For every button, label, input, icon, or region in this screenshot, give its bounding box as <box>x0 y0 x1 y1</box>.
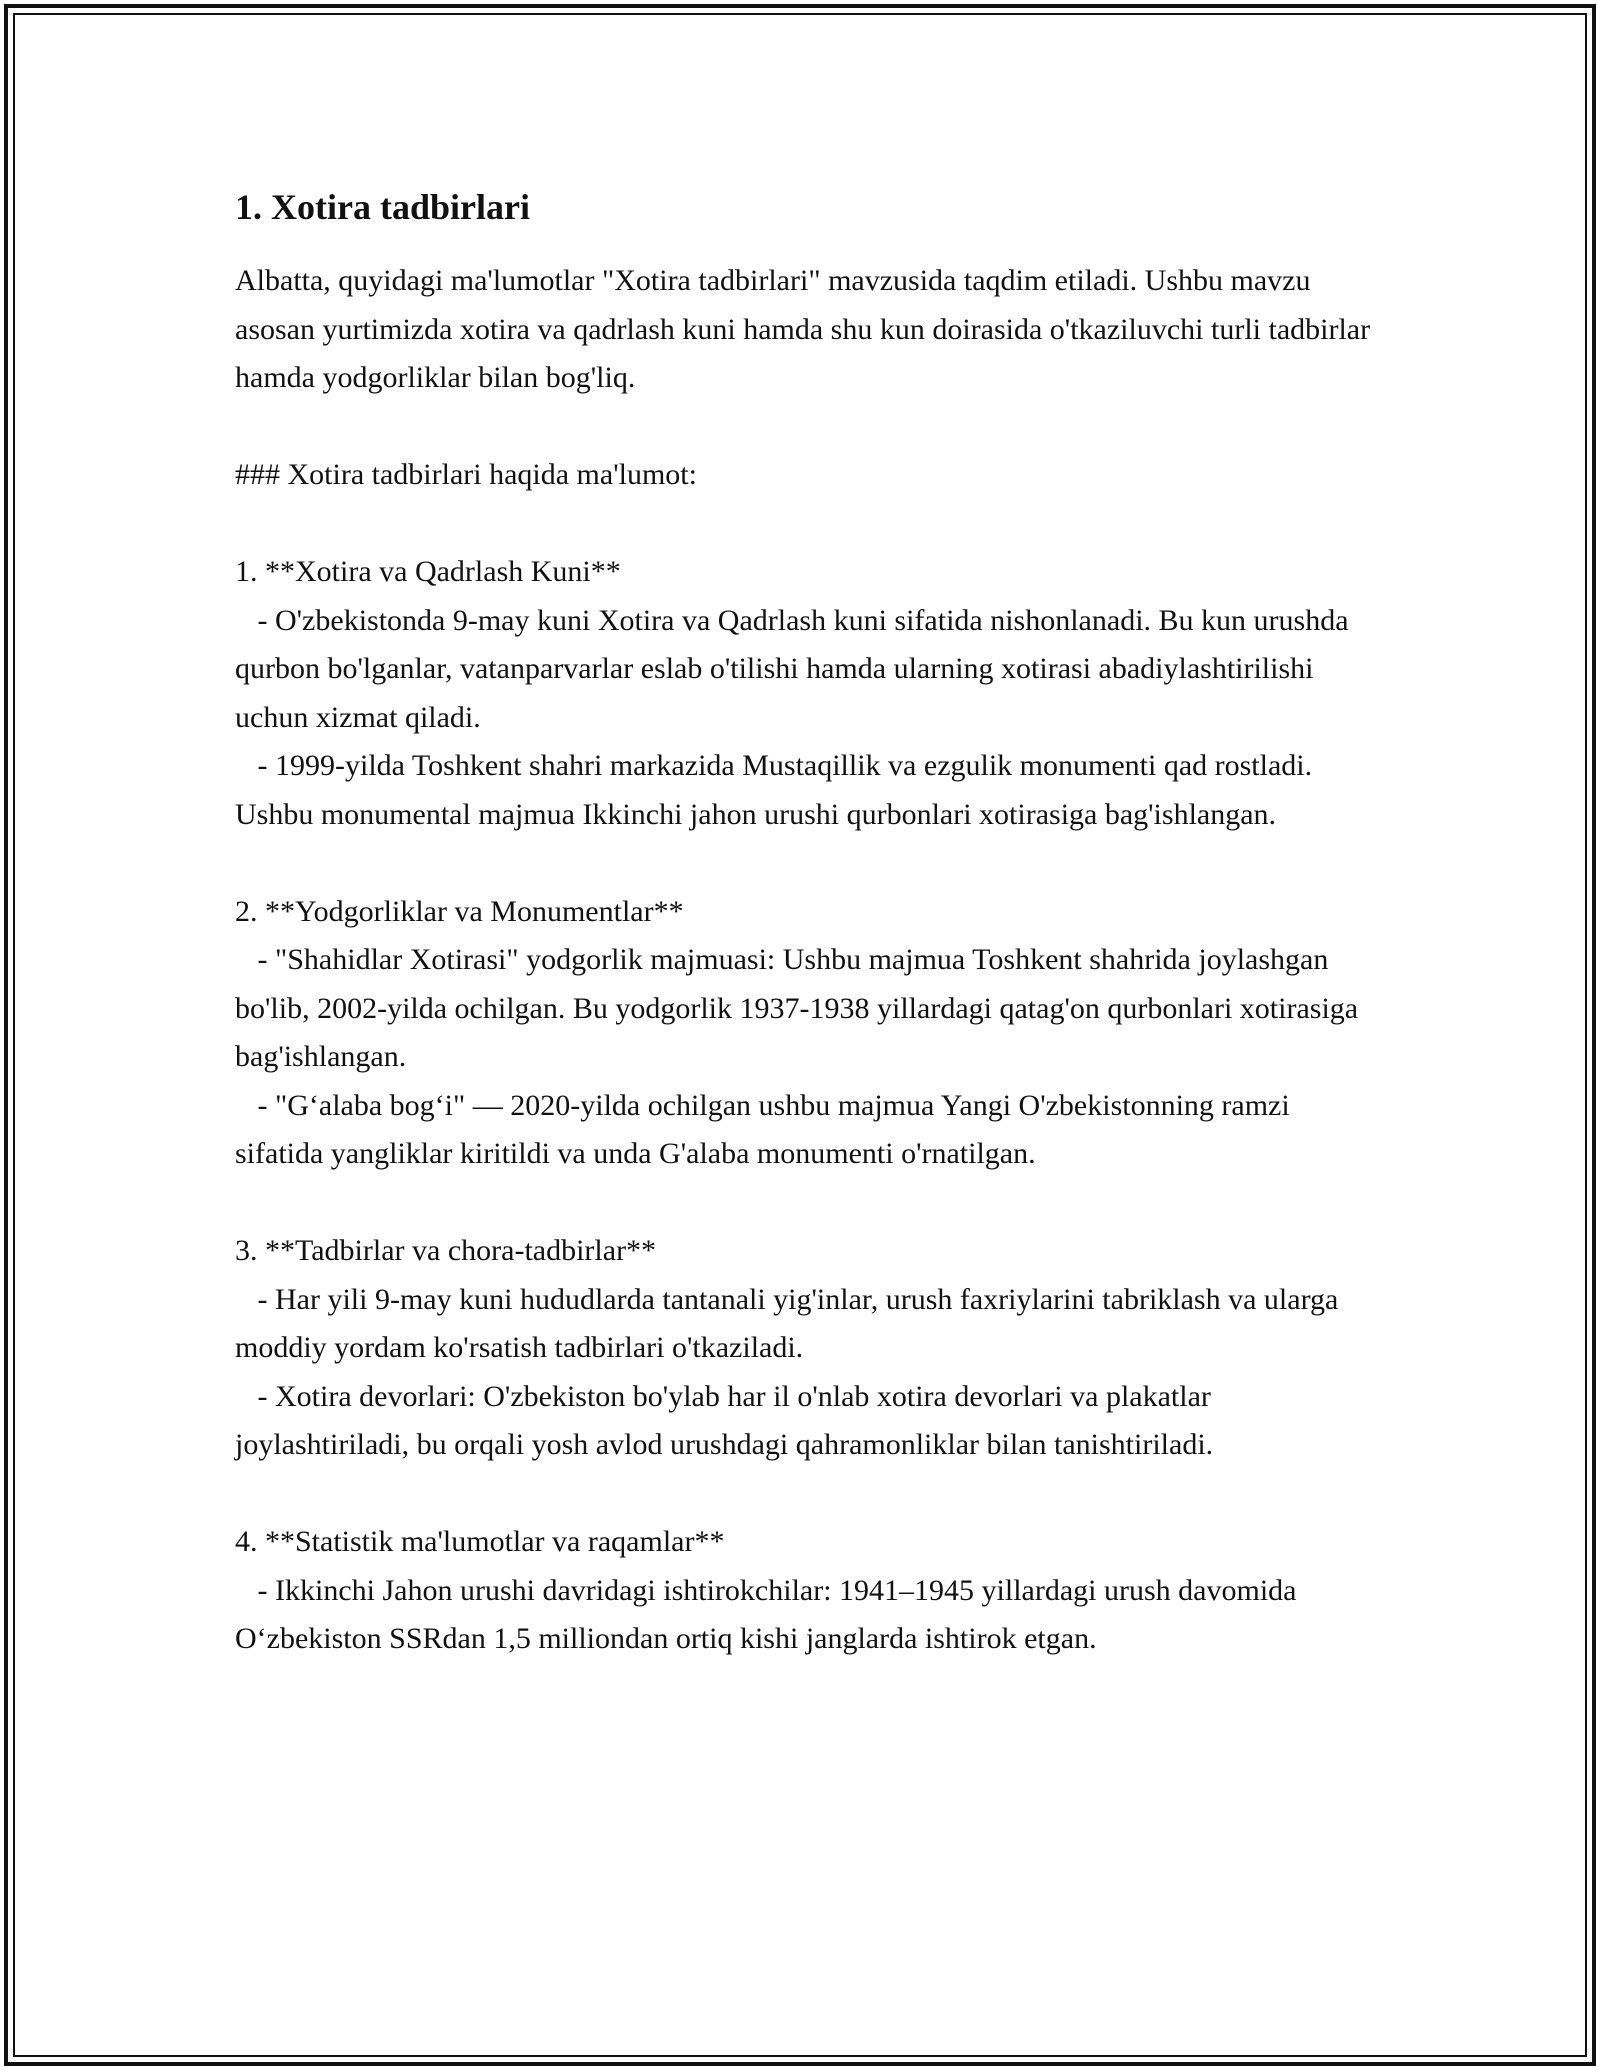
section-item: - "Shahidlar Xotirasi" yodgorlik majmuasi: Ushbu majmua Toshkent shahrida joylashgan bo'lib, 2002-yilda ochilgan. Bu yodgorlik 1937-1938 yillardagi qatag'on qurbonlari xotirasiga bag'ishlangan. <box>235 943 1366 1073</box>
spacer <box>235 1470 1375 1519</box>
subheading: ### Xotira tadbirlari haqida ma'lumot: <box>235 458 697 491</box>
section-2 <box>235 888 1375 1179</box>
section-3 <box>235 1227 1375 1470</box>
section-4 <box>235 1518 1375 1664</box>
spacer <box>235 403 1375 452</box>
section-item: - Har yili 9-may kuni hududlarda tantanali yig'inlar, urush faxriylarini tabriklash va ularga moddiy yordam ko'rsatish tadbirlari o'tkaziladi. <box>235 1282 1346 1364</box>
section-heading: 2. **Yodgorliklar va Monumentlar** <box>235 894 684 928</box>
section-item: - Xotira devorlari: O'zbekiston bo'ylab har il o'nlab xotira devorlari va plakatlar joylashtiriladi, bu orqali yosh avlod urushdagi qahramonliklar bilan tanishtiriladi. <box>235 1379 1219 1461</box>
section-item: - O'zbekistonda 9-may kuni Xotira va Qadrlash kuni sifatida nishonlanadi. Bu kun urushda qurbon bo'lganlar, vatanparvarlar eslab o'tilishi hamda ularning xotirasi abadiylashtirilishi uchun xizmat qiladi. <box>235 603 1357 734</box>
section-item: - Ikkinchi Jahon urushi davridagi ishtirokchilar: 1941–1945 yillardagi urush davomida O‘zbekiston SSRdan 1,5 milliondan ortiq kishi janglarda ishtirok etgan. <box>235 1573 1304 1655</box>
spacer <box>235 500 1375 549</box>
spacer <box>235 839 1375 888</box>
section-item: - "G‘alaba bog‘i" — 2020-yilda ochilgan ushbu majmua Yangi O'zbekistonning ramzi sifatida yangliklar kiritildi va unda G'alaba monumenti o'rnatilgan. <box>235 1088 1298 1170</box>
section-heading: 3. **Tadbirlar va chora-tadbirlar** <box>235 1234 657 1267</box>
section-heading: 4. **Statistik ma'lumotlar va raqamlar** <box>235 1525 725 1558</box>
intro-paragraph: Albatta, quyidagi ma'lumotlar "Xotira tadbirlari" mavzusida taqdim etiladi. Ushbu mavzu asosan yurtimizda xotira va qadrlash kuni hamda shu kun doirasida o'tkaziluvchi turli tadbirlar hamda yodgorliklar bilan bog'liq. <box>235 264 1378 394</box>
section-1 <box>235 548 1375 839</box>
section-item: - 1999-yilda Toshkent shahri markazida Mustaqillik va ezgulik monumenti qad rostladi. Ushbu monumental majmua Ikkinchi jahon urushi qurbonlari xotirasiga bag'ishlangan. <box>235 749 1320 831</box>
spacer <box>235 1179 1375 1228</box>
document-title: 1. Xotira tadbirlari <box>235 187 530 227</box>
document-body <box>235 185 1378 1664</box>
section-heading: 1. **Xotira va Qadrlash Kuni** <box>235 555 621 588</box>
